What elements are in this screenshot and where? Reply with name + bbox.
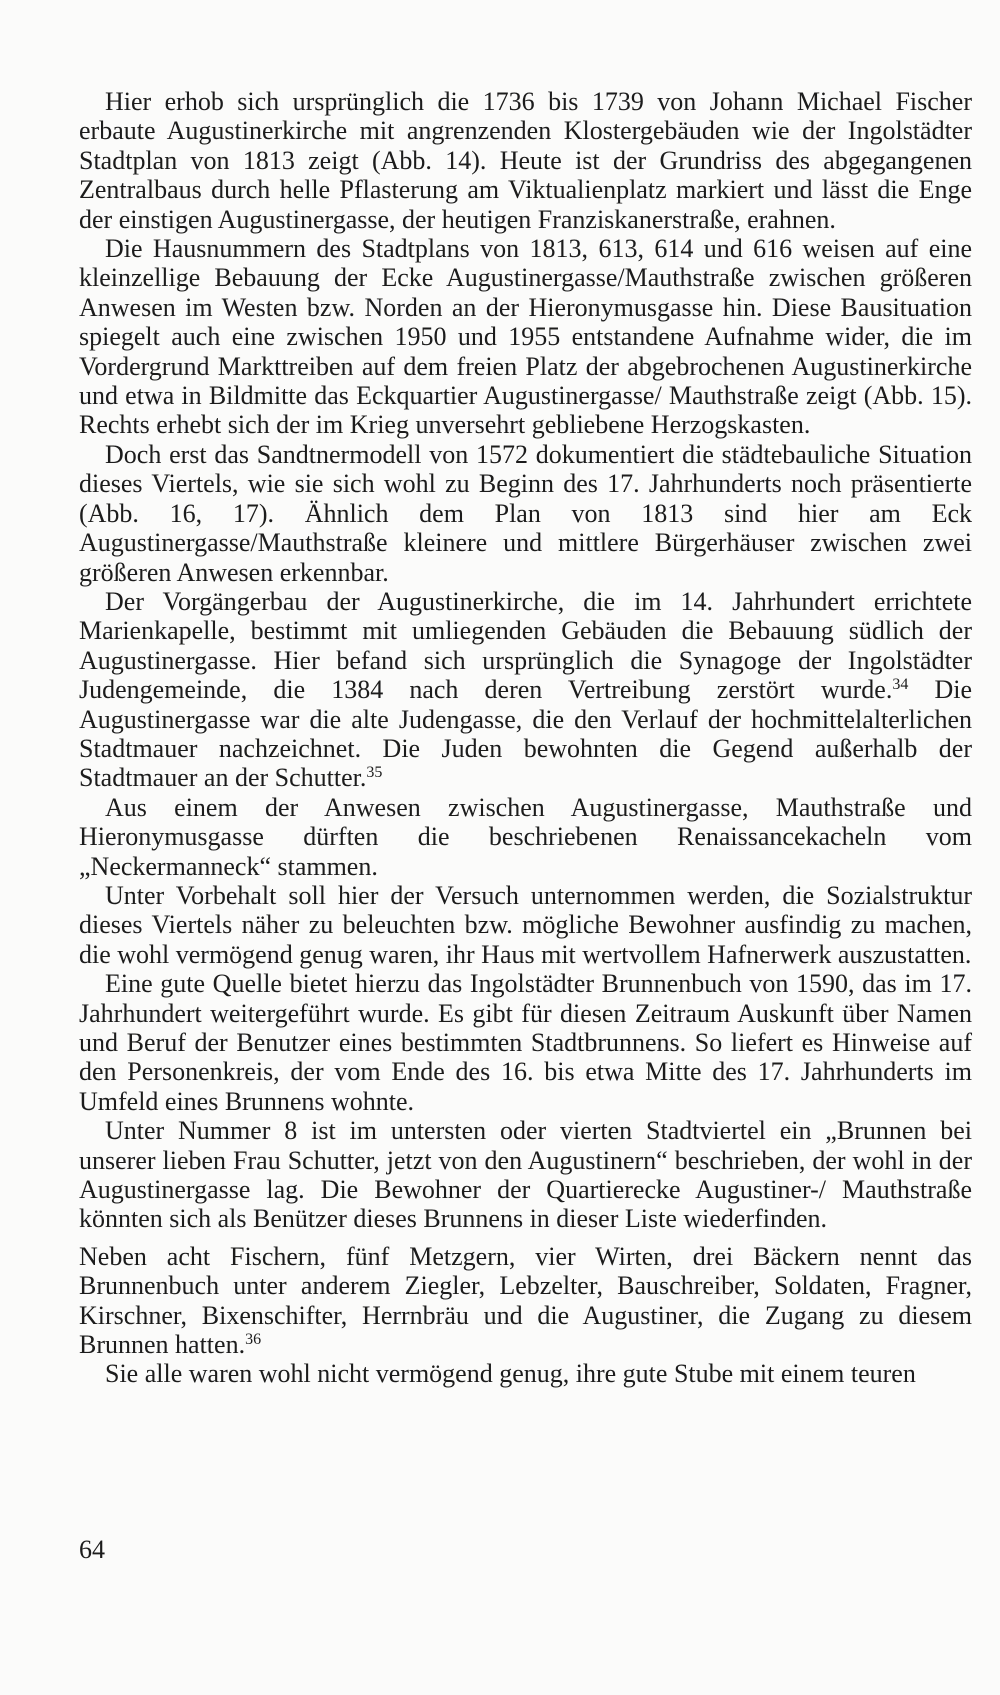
paragraph-text: Die Hausnummern des Stadtplans von 1813, 613, 614 und 616 weisen auf eine kleinzellige Bebauung der Ecke Augustinergasse/Mauthstraße zwischen größeren Anwesen im Westen bzw. Norden an der Hieronymusgasse hin. Diese Bausituation spiegelt auch eine zwischen 1950 und 1955 entstandene Aufnahme wider, die im Vordergrund Markttreiben auf dem freien Platz der abgebrochenen Augustinerkirche und etwa in Bildmitte das Eckquartier Augustinergasse/ Mauthstraße zeigt (Abb. 15). Rechts erhebt sich der im Krieg unversehrt gebliebene Herzogskasten. <box>79 234 972 440</box>
paragraph-text: Sie alle waren wohl nicht vermögend genug, ihre gute Stube mit einem teuren <box>105 1359 916 1389</box>
paragraph-9 <box>79 1234 972 1360</box>
paragraph-7 <box>79 969 972 1116</box>
paragraph-2 <box>79 234 972 440</box>
paragraph-1 <box>79 87 972 234</box>
paragraph-5 <box>79 793 972 881</box>
paragraph-text: Die Augustinergasse war die alte Judengasse, die den Verlauf der hochmittelalterlichen Stadtmauer nachzeichnet. Die Juden bewohnten die Gegend außerhalb der Stadtmauer an der Schutter. <box>79 675 973 793</box>
body-text <box>79 87 972 1389</box>
paragraph-text: Neben acht Fischern, fünf Metzgern, vier Wirten, drei Bäckern nennt das Brunnenbuch unter anderem Ziegler, Lebzelter, Bauschreiber, Soldaten, Fragner, Kirschner, Bixenschifter, Herrnbräu und die Augustiner, die Zugang zu diesem Brunnen hatten. <box>79 1241 972 1360</box>
paragraph-3 <box>79 440 972 587</box>
paragraph-text: Doch erst das Sandtnermodell von 1572 dokumentiert die städtebauliche Situation dieses Viertels, wie sie sich wohl zu Beginn des 17. Jahrhunderts noch präsentierte (Abb. 16, 17). Ähnlich dem Plan von 1813 sind hier am Eck Augustinergasse/Mauthstraße kleinere und mittlere Bürgerhäuser zwischen zwei größeren Anwesen erkennbar. <box>79 439 972 587</box>
paragraph-6 <box>79 881 972 969</box>
paragraph-text: Eine gute Quelle bietet hierzu das Ingolstädter Brunnenbuch von 1590, das im 17. Jahrhundert weitergeführt wurde. Es gibt für diesen Zeitraum Auskunft über Namen und Beruf der Benutzer eines bestimmten Stadtbrunnens. So liefert es Hinweise auf den Personenkreis, der vom Ende des 16. bis etwa Mitte des 17. Jahrhunderts im Umfeld eines Brunnens wohnte. <box>79 969 972 1116</box>
paragraph-text: Unter Vorbehalt soll hier der Versuch unternommen werden, die Sozialstruktur dieses Viertels näher zu beleuchten bzw. mögliche Bewohner ausfindig zu machen, die wohl vermögend genug waren, ihr Haus mit wertvollem Hafnerwerk auszustatten. <box>79 880 972 969</box>
footnote-ref: 35 <box>366 764 383 782</box>
page-number: 64 <box>79 1535 105 1564</box>
paragraph-10 <box>79 1359 972 1388</box>
footnote-ref: 34 <box>892 676 909 694</box>
paragraph-text: Unter Nummer 8 ist im untersten oder vierten Stadtviertel ein „Brunnen bei unserer lieben Frau Schutter, jetzt von den Augustinern“ beschrieben, der wohl in der Augustinergasse lag. Die Bewohner der Quartierecke Augustiner-/ Mauthstraße könnten sich als Benützer dieses Brunnens in dieser Liste wiederfinden. <box>79 1116 972 1234</box>
paragraph-text: Hier erhob sich ursprünglich die 1736 bis 1739 von Johann Michael Fischer erbaute Augustinerkirche mit angrenzenden Klostergebäuden wie der Ingolstädter Stadtplan von 1813 zeigt (Abb. 14). Heute ist der Grundriss des abgegangenen Zentralbaus durch helle Pflasterung am Viktualienplatz markiert und lässt die Enge der einstigen Augustinergasse, der heutigen Franziskanerstraße, erahnen. <box>79 87 972 234</box>
paragraph-text: Der Vorgängerbau der Augustinerkirche, die im 14. Jahrhundert errichtete Marienkapelle, bestimmt mit umliegenden Gebäuden die Bebauung südlich der Augustinergasse. Hier befand sich ursprünglich die Synagoge der Ingolstädter Judengemeinde, die 1384 nach deren Vertreibung zerstört wurde. <box>79 586 972 705</box>
paragraph-text: Aus einem der Anwesen zwischen Augustinergasse, Mauthstraße und Hieronymusgasse dürften die beschriebenen Renaissancekacheln vom „Neckermanneck“ stammen. <box>79 792 972 881</box>
paragraph-8 <box>79 1116 972 1234</box>
paragraph-4 <box>79 587 972 793</box>
footnote-ref: 36 <box>245 1331 262 1349</box>
paragraph-gap <box>79 1234 972 1242</box>
